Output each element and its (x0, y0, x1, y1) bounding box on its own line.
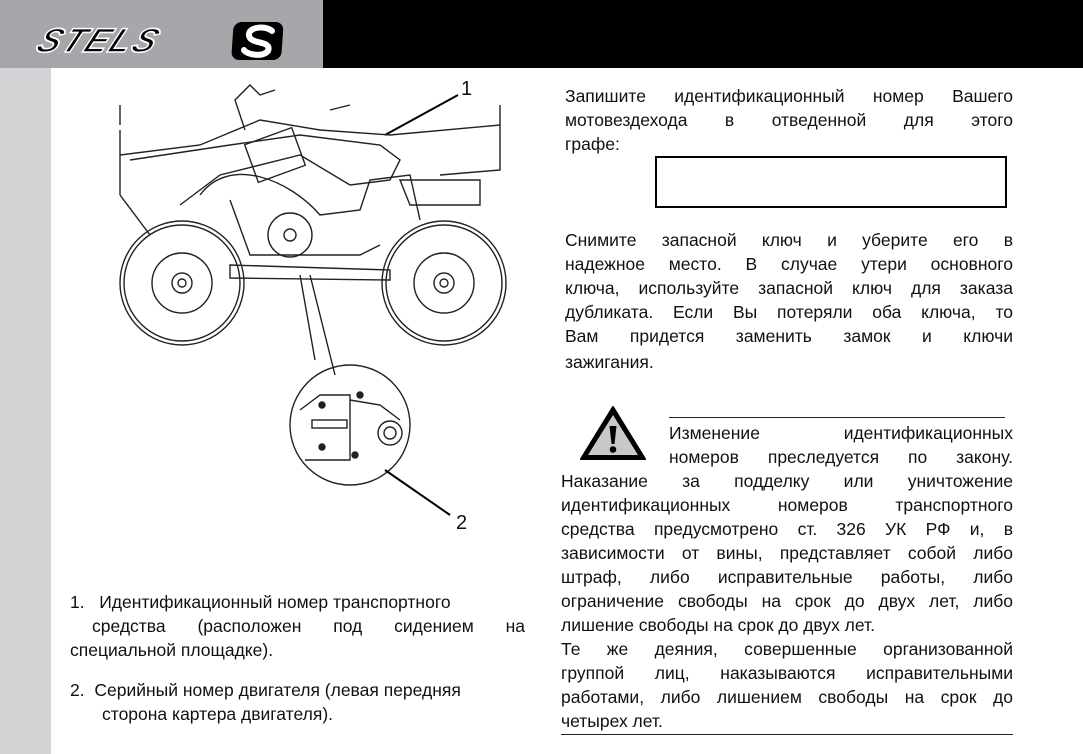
record-id-instructions: Запишите идентификационный номер Вашего мотовездехода в отведенной для этого графе: (565, 86, 1013, 154)
rear-wheel (382, 221, 506, 345)
engine-inset (290, 365, 410, 485)
header-black-bar (323, 0, 1083, 68)
legend-item-2: 2. Серийный номер двигателя (левая передняя сторона картера двигателя). (70, 680, 461, 724)
legend-number: 1. (70, 592, 85, 612)
spare-key-instructions: Снимите запасной ключ и уберите его в надежное место. В случае утери основного ключа, используйте запасной ключ для заказа дубликата. Если Вы потеряли оба ключа, то Вам придется заменить замок и ключи зажигания. (565, 230, 1013, 372)
stels-wordmark (31, 22, 168, 60)
id-number-field[interactable] (655, 156, 1007, 208)
warning-heading: Изменение идентификационных номеров преследуется по закону. (669, 423, 1013, 467)
callout-1: 1 (461, 78, 473, 100)
warning-body: Наказание за подделку или уничтожение идентификационных номеров транспортного средства предусмотрено ст. 326 УК РФ и, в зависимости от вины, представляет собой либо штраф, либо исправительные работы, либо ограничение свободы на срок до двух лет, либо лишение свободы на срок до двух лет. Те же деяния, совершенные организованной группой лиц, наказываются исправительными работами, либо лишением свободы на срок до четырех лет. (561, 471, 1013, 731)
callout-2: 2 (456, 512, 468, 534)
stels-s-logo-icon (231, 22, 284, 60)
legend-number: 2. (70, 680, 85, 700)
atv-diagram (60, 75, 530, 540)
legend-item-1: 1. Идентификационный номер транспортного средства (расположен под сидением на специальной площадке). (70, 592, 525, 660)
front-wheel (120, 221, 244, 345)
side-strip (0, 68, 51, 754)
warning-bottom-rule (561, 734, 1013, 735)
stels-logo (28, 18, 293, 67)
warning-top-rule (669, 417, 1005, 418)
warning-triangle-icon (578, 404, 648, 467)
svg-text:STELS: STELS (30, 21, 168, 60)
